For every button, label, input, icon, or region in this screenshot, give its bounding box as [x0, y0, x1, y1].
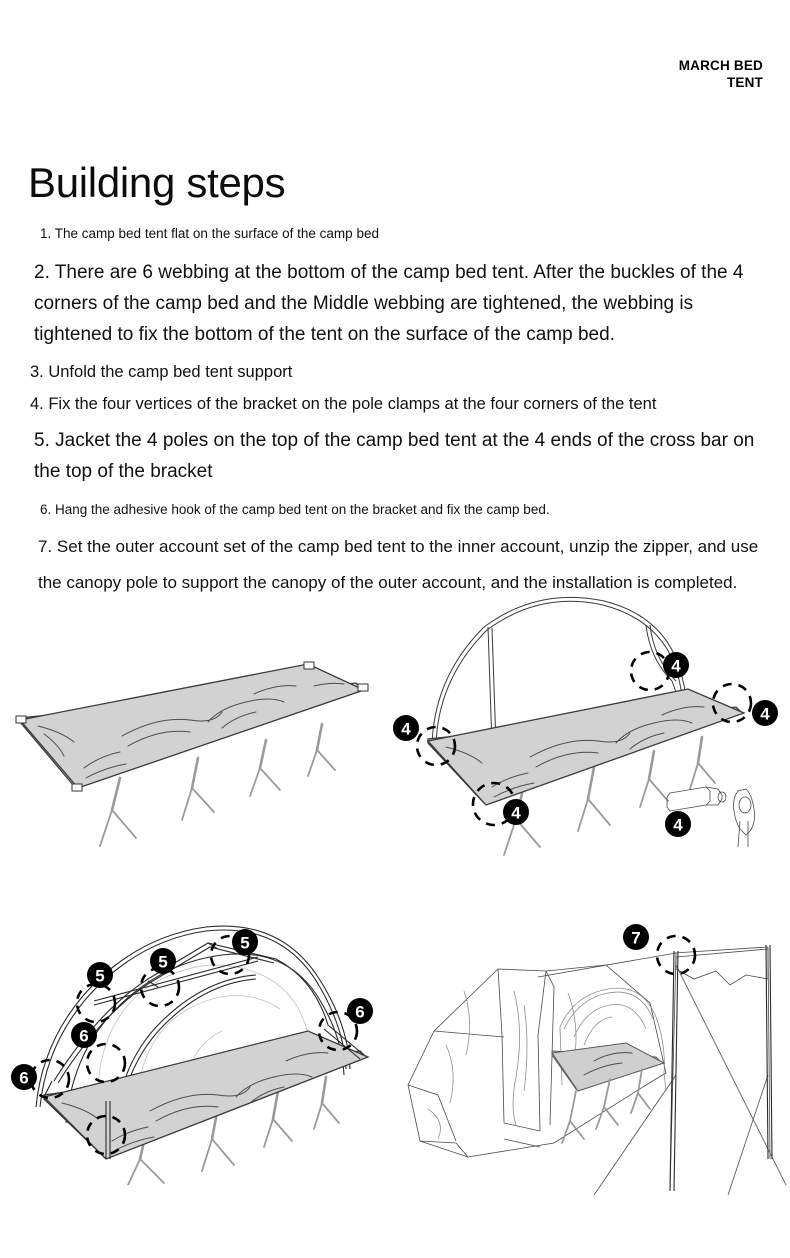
badge-label: 4: [401, 719, 411, 739]
bracket-on-bed-illustration: [388, 585, 788, 875]
badge-5-center: [150, 948, 176, 974]
step-item-6: 6. Hang the adhesive hook of the camp bed tent on the bracket and fix the camp bed.: [40, 502, 550, 517]
badge-6-right: [347, 998, 373, 1024]
step-item-4: 4. Fix the four vertices of the bracket on the pole clamps at the four corners of the tent: [30, 394, 657, 413]
corner-clip: [358, 684, 368, 691]
step-item-7: 7. Set the outer account set of the camp bed tent to the inner account, unzip the zipper, and use the canopy pole to support the canopy of the outer account, and the installation is completed.: [38, 537, 759, 592]
corner-clip: [16, 716, 26, 723]
canopy-panel: [676, 949, 768, 985]
step-item-3: 3. Unfold the camp bed tent support: [30, 363, 293, 381]
badge-label: 5: [95, 966, 105, 986]
badge-label: 4: [671, 656, 681, 676]
brand-line-1: MARCH BED: [678, 58, 763, 73]
bed-fabric-top: [44, 1031, 368, 1159]
camp-bed-flat-illustration: [8, 660, 388, 870]
building-steps-list: [28, 225, 768, 601]
badge-6-far-left: [11, 1064, 37, 1090]
badge-4-detail: [665, 811, 691, 837]
badge-7: [623, 924, 649, 950]
page-title: Building steps: [28, 159, 286, 207]
outer-fly-canopy-illustration: [398, 895, 788, 1195]
step-item-5: 5. Jacket the 4 poles on the top of the camp bed tent at the 4 ends of the cross bar on the top of the bracket: [34, 430, 755, 482]
badge-4-back: [663, 652, 689, 678]
badge-label: 4: [760, 704, 770, 724]
badge-5-left: [87, 962, 113, 988]
brand-line-2: TENT: [726, 75, 763, 90]
highlight-ring: [87, 1044, 125, 1082]
badge-label: 7: [631, 928, 641, 948]
step-item-2: 2. There are 6 webbing at the bottom of the camp bed tent. After the buckles of the 4 corners of the camp bed and the Middle webbing are tightened, the webbing is tightened to fix the bottom of the tent on the surface of the camp bed.: [34, 262, 744, 345]
corner-clip: [304, 662, 314, 669]
canopy-pole: [670, 945, 772, 1191]
corner-clip: [72, 784, 82, 791]
illustration-grid: [0, 585, 790, 1205]
badge-4-left: [393, 715, 419, 741]
badge-label: 4: [511, 803, 521, 823]
badge-5-right: [232, 929, 258, 955]
badge-label: 4: [673, 815, 683, 835]
inner-tent-illustration: [8, 885, 408, 1185]
badge-label: 6: [79, 1026, 89, 1046]
badge-label: 6: [355, 1002, 365, 1022]
badge-6-left: [71, 1022, 97, 1048]
badge-4-right: [752, 700, 778, 726]
inner-cot: [552, 1043, 664, 1143]
badge-label: 6: [19, 1068, 29, 1088]
step-item-1: 1. The camp bed tent flat on the surface of the camp bed: [40, 226, 379, 241]
bed-fabric-top: [20, 664, 364, 788]
badge-4-front: [503, 799, 529, 825]
badge-label: 5: [240, 933, 250, 953]
brand-header: [503, 57, 763, 91]
badge-label: 5: [158, 952, 168, 972]
